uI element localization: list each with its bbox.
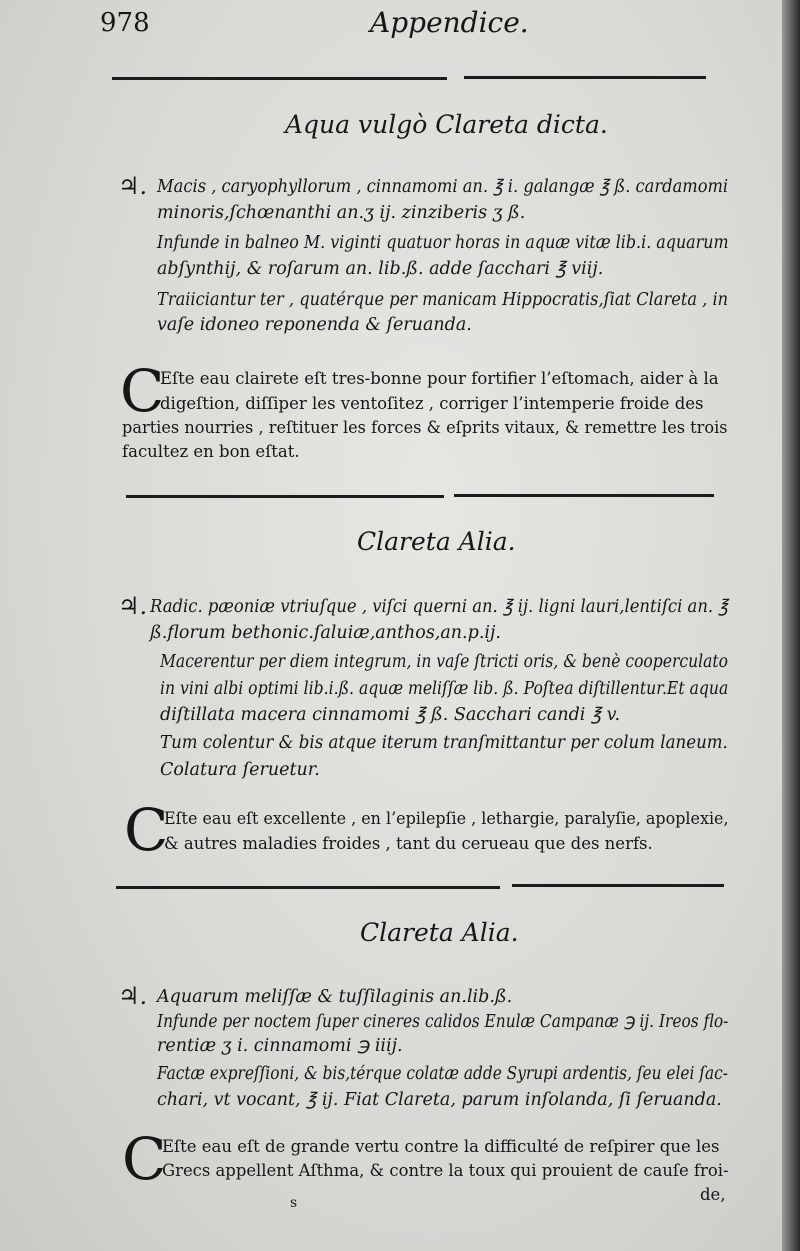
recipe-symbol-2: ♃. xyxy=(118,592,148,620)
french-line: digeſtion, diſſiper les ventoſitez , corriger l’intemperie froide des xyxy=(160,394,704,413)
section-title-1: Aqua vulgò Clareta dicta. xyxy=(285,110,608,139)
drop-cap-2: C xyxy=(124,796,169,864)
top-rule-left xyxy=(112,77,447,80)
latin-line: Factæ expreſſioni, & bis,térque colatæ adde Syrupi ardentis, ſeu elei ſac- xyxy=(157,1064,728,1084)
latin-line: Colatura ſeruetur. xyxy=(160,760,320,780)
latin-line: Infunde per noctem ſuper cineres calidos Enulæ Campanæ ℈ ij. Ireos flo- xyxy=(157,1012,729,1032)
signature-mark: s xyxy=(290,1195,298,1211)
french-line: Eſte eau eſt excellente , en l’epilepſie , lethargie, paralyſie, apoplexie, xyxy=(164,809,729,828)
latin-line: in vini albi optimi lib.i.ß. aquæ meliſſæ lib. ß. Poſtea diſtillentur.Et aqua xyxy=(160,679,729,699)
latin-line: Macis , caryophyllorum , cinnamomi an. ℥ i. galangæ ℥ ß. cardamomi xyxy=(157,177,729,197)
french-line: Eſte eau eſt de grande vertu contre la difficulté de reſpirer que les xyxy=(162,1137,720,1156)
french-line: Eſte eau clairete eſt tres-bonne pour fortifier l’eſtomach, aider à la xyxy=(160,369,719,388)
page-number: 978 xyxy=(100,8,150,38)
latin-line: diſtillata macera cinnamomi ℥ ß. Sacchari candi ℥ v. xyxy=(160,705,621,725)
drop-cap-1: C xyxy=(120,357,165,425)
latin-line: Tum colentur & bis atque iterum tranſmittantur per colum laneum. xyxy=(160,733,728,753)
french-line: facultez en bon eſtat. xyxy=(122,442,300,461)
recipe-symbol-1: ♃. xyxy=(118,172,148,200)
latin-line: Traiiciantur ter , quatérque per manicam Hippocratis,ſiat Clareta , in xyxy=(157,290,729,310)
latin-line: Infunde in balneo M. viginti quatuor horas in aquæ vitæ lib.i. aquarum xyxy=(157,233,729,253)
page-gutter-shadow xyxy=(782,0,800,1251)
latin-line: Radic. pæoniæ vtriuſque , viſci querni an. ℥ ij. ligni lauri,lentiſci an. ℥ xyxy=(150,597,728,617)
section-title-2: Clareta Alia. xyxy=(357,527,516,556)
drop-cap-3: C xyxy=(122,1125,167,1193)
latin-line: vaſe idoneo reponenda & ſeruanda. xyxy=(157,315,472,335)
french-line: parties nourries , reſtituer les forces & eſprits vitaux, & remettre les trois xyxy=(122,418,728,437)
latin-line: Aquarum meliſſæ & tuſſilaginis an.lib.ß. xyxy=(157,987,513,1007)
latin-line: rentiæ ʒ i. cinnamomi ℈ iiij. xyxy=(157,1036,403,1056)
section-title-3: Clareta Alia. xyxy=(360,918,519,947)
latin-line: chari, vt vocant, ℥ ij. Fiat Clareta, parum inſolanda, ſi ſeruanda. xyxy=(157,1090,722,1110)
section-rule-right xyxy=(512,884,724,887)
section-rule-left xyxy=(116,886,500,889)
running-head: Appendice. xyxy=(370,6,529,39)
section-rule-right xyxy=(454,494,714,497)
latin-line: minoris,ſchœnanthi an.ʒ ij. zinziberis ʒ ß. xyxy=(157,203,526,223)
french-line: Grecs appellent Aſthma, & contre la toux qui prouient de cauſe froi- xyxy=(162,1161,729,1180)
section-rule-left xyxy=(126,495,444,498)
top-rule-right xyxy=(464,76,706,79)
french-line: de, xyxy=(700,1185,726,1204)
recipe-symbol-3: ♃. xyxy=(118,982,148,1010)
french-line: & autres maladies froides , tant du cerueau que des nerfs. xyxy=(164,834,653,853)
latin-line: abſynthij, & roſarum an. lib.ß. adde ſacchari ℥ viij. xyxy=(157,259,604,279)
latin-line: ß.florum bethonic.ſaluiæ,anthos,an.p.ij. xyxy=(150,623,501,643)
latin-line: Macerentur per diem integrum, in vaſe ſtricti oris, & benè cooperculato xyxy=(160,652,729,672)
